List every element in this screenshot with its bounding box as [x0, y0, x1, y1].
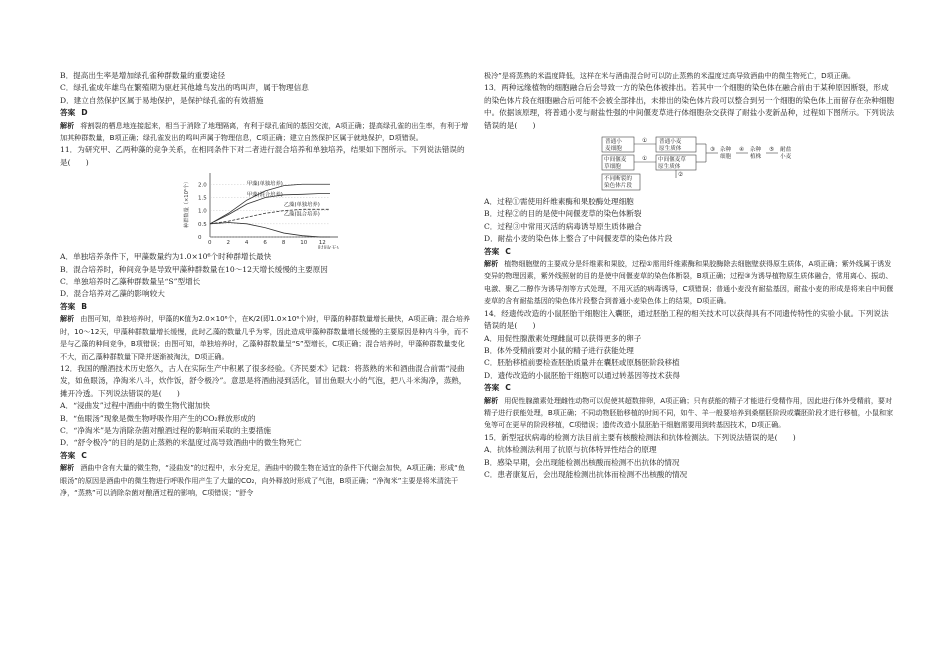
series-line [210, 223, 330, 238]
q14-option-b: B．体外受精前要对小鼠的精子进行获能处理 [484, 345, 634, 355]
q15-option-b: B．感染早期，会出现能检测出核酸而检测不出抗体的情况 [484, 457, 680, 467]
flow-text: 草细胞 [604, 164, 621, 171]
x-tick-label: 4 [244, 240, 249, 247]
q15-stem: 15．新型冠状病毒的检测方法目前主要有核酸检测法和抗体检测法。下列说法错误的是( ) [484, 432, 796, 442]
q11-stem: 11．为研究甲、乙两种藻的竞争关系，在相同条件下对二者进行混合培养和单独培养，结果如下图所示。下列说法错误的是( ) [60, 145, 465, 167]
answer-label: 答案 [60, 301, 76, 311]
series-label: 甲藻(混合培养) [246, 192, 283, 199]
q12-option-a: A．“浸曲发”过程中酒曲中的微生物代谢加快 [60, 401, 210, 411]
y-tick-label: 0.5 [198, 222, 207, 229]
y-tick-label: 1.0 [198, 208, 207, 215]
q13-flow-diagram [484, 134, 896, 194]
q14-option-c: C．胚胎移植前要检查胚胎质量并在囊胚或原肠胚阶段移植 [484, 358, 680, 368]
x-tick-label: 0 [208, 240, 212, 247]
q10-option-d: D．建立自然保护区属于易地保护，是保护绿孔雀的有效措施 [60, 95, 264, 105]
q15-option-a: A．抗体检测法利用了抗原与抗体特异性结合的原理 [484, 445, 657, 455]
explanation-label: 解析 [484, 395, 499, 405]
explanation-text: 用促性腺激素处理雌性动物可以促使其超数排卵，A项正确；只有获能的精子才能进行受精作用，因此进行体外受精前，要对精子进行获能处理，B项正确；不同动物胚胎移植的时间不同，如牛、羊一般要培养到桑椹胚阶段或囊胚阶段才进行移植，小鼠和家兔等可在更早的阶段移植，C项错误；遗传改造小鼠胚胎干细胞需要用到转基因技术，D项正确。 [484, 395, 894, 430]
q15-option-c: C．患者康复后，会出现能检测出抗体而检测不出核酸的情况 [484, 469, 688, 479]
flow-text: 麦细胞 [605, 146, 622, 153]
answer-value: C [81, 450, 87, 460]
q11-option-b: B．混合培养时，种间竞争是导致甲藻种群数量在10～12天增长缓慢的主要原因 [60, 264, 328, 274]
q12-option-b: B．“鱼眼汤”现象是微生物呼吸作用产生的CO₂释放形成的 [60, 413, 256, 423]
y-tick-label: 2.0 [198, 182, 207, 189]
flow-text: 细胞 [720, 154, 732, 161]
explanation-text: 植物细胞壁的主要成分是纤维素和果胶，过程①需用纤维素酶和果胶酶除去细胞壁获得原生质体，A项正确；紫外线属于诱发变异的物理因素，紫外线照射的目的是使中间偃麦草的染色体断裂，B项正确；过程③为诱导植物原生质体融合，常用离心、振动、电激、聚乙二醇作为诱导剂等方式处理，不用灭活的病毒诱导，C项错误；普通小麦没有耐盐基因，耐盐小麦的形成是将来自中间偃麦草的含有耐盐基因的染色体片段整合到普通小麦染色体上的结果，D项正确。 [484, 259, 894, 306]
q11-chart [60, 171, 470, 249]
answer-value: C [505, 246, 511, 256]
flow-text: 不同断裂的 [604, 176, 632, 183]
right-column [484, 70, 896, 481]
q12-explanation-continued: 极冷”是将蒸熟的米温度降低，这样在米与酒曲混合时可以防止蒸熟的米温度过高导致酒曲中的微生物死亡，D项正确。 [484, 71, 855, 80]
q12-stem: 12．我国的酿酒技术历史悠久，古人在实际生产中积累了很多经验。《齐民要术》记载：将蒸熟的米和酒曲混合前需“浸曲发，如鱼眼汤，净淘米八斗，炊作饭，舒令极冷”。意思是将酒曲浸到活化，冒出鱼眼大小的气泡，把八斗米淘净，蒸熟，摊开冷透。下列说法错误的是( ) [60, 363, 467, 398]
series-label: 甲藻(单独培养) [246, 181, 283, 188]
hybridization-flow-svg [484, 134, 896, 194]
q12-explanation [60, 462, 470, 499]
q13-option-b: B．过程②的目的是使中间偃麦草的染色体断裂 [484, 209, 642, 219]
q12-option-c: C．“净淘米”是为消除杂菌对酿酒过程的影响而采取的主要措施 [60, 425, 272, 435]
q13-option-a: A．过程①需使用纤维素酶和果胶酶处理细胞 [484, 197, 634, 207]
q11-explanation [60, 313, 470, 363]
flow-text: 耐盐 [780, 147, 792, 154]
step-3-label: ③ [710, 147, 716, 154]
q14-option-a: A．用促性腺激素处理雌鼠可以获得更多的卵子 [484, 333, 642, 343]
answer-value: C [505, 383, 511, 393]
step-4-label: ④ [739, 147, 745, 154]
q10-option-c: C．绿孔雀成年雄鸟在繁殖期为驱赶其他雄鸟发出的鸣叫声，属于物理信息 [60, 83, 309, 93]
answer-value: B [81, 301, 87, 311]
q13-option-d: D．耐盐小麦的染色体上整合了中间偃麦草的染色体片段 [484, 234, 673, 244]
flow-text: 中间偃麦草 [658, 157, 686, 164]
x-tick-label: 6 [263, 240, 267, 247]
flow-text: 原生质体 [658, 164, 681, 171]
x-tick-label: 12 [318, 240, 326, 247]
q14-answer [484, 382, 896, 394]
q13-option-c: C．过程③中常用灭活的病毒诱导原生质体融合 [484, 221, 642, 231]
flow-text: 原生质体 [659, 146, 682, 153]
q14-option-d: D．遗传改造的小鼠胚胎干细胞可以通过转基因等技术获得 [484, 370, 680, 380]
series-label: 乙藻(混合培养) [283, 211, 320, 218]
explanation-text: 将割裂的栖息地连接起来，相当于消除了地理隔离，有利于绿孔雀间的基因交流，A项正确；提高绿孔雀的出生率，有利于增加其种群数量，B项正确；绿孔雀发出的鸣叫声属于物理信息，C项正确；建立自然保护区属于就地保护，D项错误。 [60, 120, 469, 143]
x-tick-label: 2 [226, 240, 230, 247]
q13-explanation [484, 258, 896, 308]
q11-answer [60, 301, 470, 313]
x-tick-label: 8 [281, 240, 286, 247]
flow-text: 杂种 [720, 147, 732, 154]
step-1-label: ① [642, 138, 648, 145]
q13-stem: 13．两种远缘植物的细胞融合后会导致一方的染色体被排出。若其中一个细胞的染色体在融合前由于某种原因断裂，形成的染色体片段在细胞融合后可能不会被全部排出，未排出的染色体片段可以整合到另一个细胞的染色体上而留存在杂种细胞中。依据该原理，将普通小麦与耐盐性强的中间偃麦草进行体细胞杂交获得了耐盐小麦新品种，过程如下图所示。下列说法错误的是( ) [484, 83, 895, 130]
population-line-chart [60, 171, 470, 249]
x-tick-label: 10 [300, 240, 308, 247]
flow-text: 小麦 [780, 154, 792, 161]
x-axis-label: 时间(天) [318, 246, 339, 250]
answer-label: 答案 [60, 108, 76, 118]
step-5-label: ⑤ [769, 147, 775, 154]
flow-text: 杂种 [750, 147, 762, 154]
flow-text: 普通小麦 [659, 139, 682, 146]
q11-option-d: D．混合培养对乙藻的影响较大 [60, 289, 165, 299]
q11-option-c: C．单独培养时乙藻种群数量呈“S”型增长 [60, 277, 201, 287]
explanation-label: 解析 [60, 314, 75, 324]
step-1b-label: ① [642, 156, 648, 163]
q14-explanation [484, 395, 896, 432]
flow-text: 普通小 [605, 139, 622, 146]
explanation-label: 解析 [60, 463, 75, 473]
answer-label: 答案 [484, 246, 500, 256]
q13-answer [484, 246, 896, 258]
y-tick-label: 1.5 [198, 195, 207, 202]
answer-label: 答案 [60, 450, 76, 460]
answer-label: 答案 [484, 383, 500, 393]
q14-stem: 14．经遗传改造的小鼠胚胎干细胞注入囊胚，通过胚胎工程的相关技术可以获得具有不同遗传特性的实验小鼠。下列说法错误的是( ) [484, 308, 889, 331]
q10-option-b: B．提高出生率是增加绿孔雀种群数量的重要途径 [60, 71, 226, 80]
q12-option-d: D．“舒令极冷”的目的是防止蒸熟的米温度过高导致酒曲中的微生物死亡 [60, 438, 302, 448]
flow-text: 染色体片段 [604, 183, 632, 190]
explanation-text: 酒曲中含有大量的微生物，“浸曲发”的过程中，水分充足，酒曲中的微生物在适宜的条件下代谢会加快，A项正确；形成“鱼眼汤”的原因是酒曲中的微生物进行呼吸作用产生了大量的CO₂，向外释放时形成了气泡，B项正确；“净淘米”主要是将米清洗干净，“蒸熟”可以消除杂菌对酿酒过程的影响，C项错误；“舒令 [60, 463, 465, 497]
flow-text: 植株 [750, 154, 762, 161]
series-label: 乙藻(单独培养) [283, 202, 320, 209]
flow-text: 中间偃麦 [604, 157, 627, 164]
q10-answer [60, 107, 470, 119]
answer-value: D [81, 108, 88, 118]
left-column [60, 70, 470, 499]
explanation-label: 解析 [484, 259, 499, 269]
q12-answer [60, 450, 470, 462]
step-2-label: ② [678, 172, 684, 179]
y-axis-label: 种群数量（×10⁶个） [184, 178, 190, 229]
y-tick-label: 0 [198, 235, 202, 242]
q10-explanation [60, 120, 470, 145]
explanation-text: 由图可知，单独培养时，甲藻的K值为2.0×10⁶个，在K/2(即1.0×10⁶个)时，甲藻的种群数量增长最快，A项正确；混合培养时，10～12天，甲藻种群数量增长缓慢，此时乙藻的数量几乎为零，因此造成甲藻种群数量增长缓慢的主要原因是种内斗争，而不是与乙藻的种间竞争，B项错误；由图可知，单独培养时，乙藻种群数量呈“S”型增长，C项正确；混合培养时，甲藻种群数量变化不大，而乙藻种群数量下降并逐渐被淘汰，D项正确。 [60, 314, 471, 361]
q11-option-a: A．单独培养条件下，甲藻数量约为1.0×10⁶个时种群增长最快 [60, 252, 272, 262]
explanation-label: 解析 [60, 120, 75, 130]
